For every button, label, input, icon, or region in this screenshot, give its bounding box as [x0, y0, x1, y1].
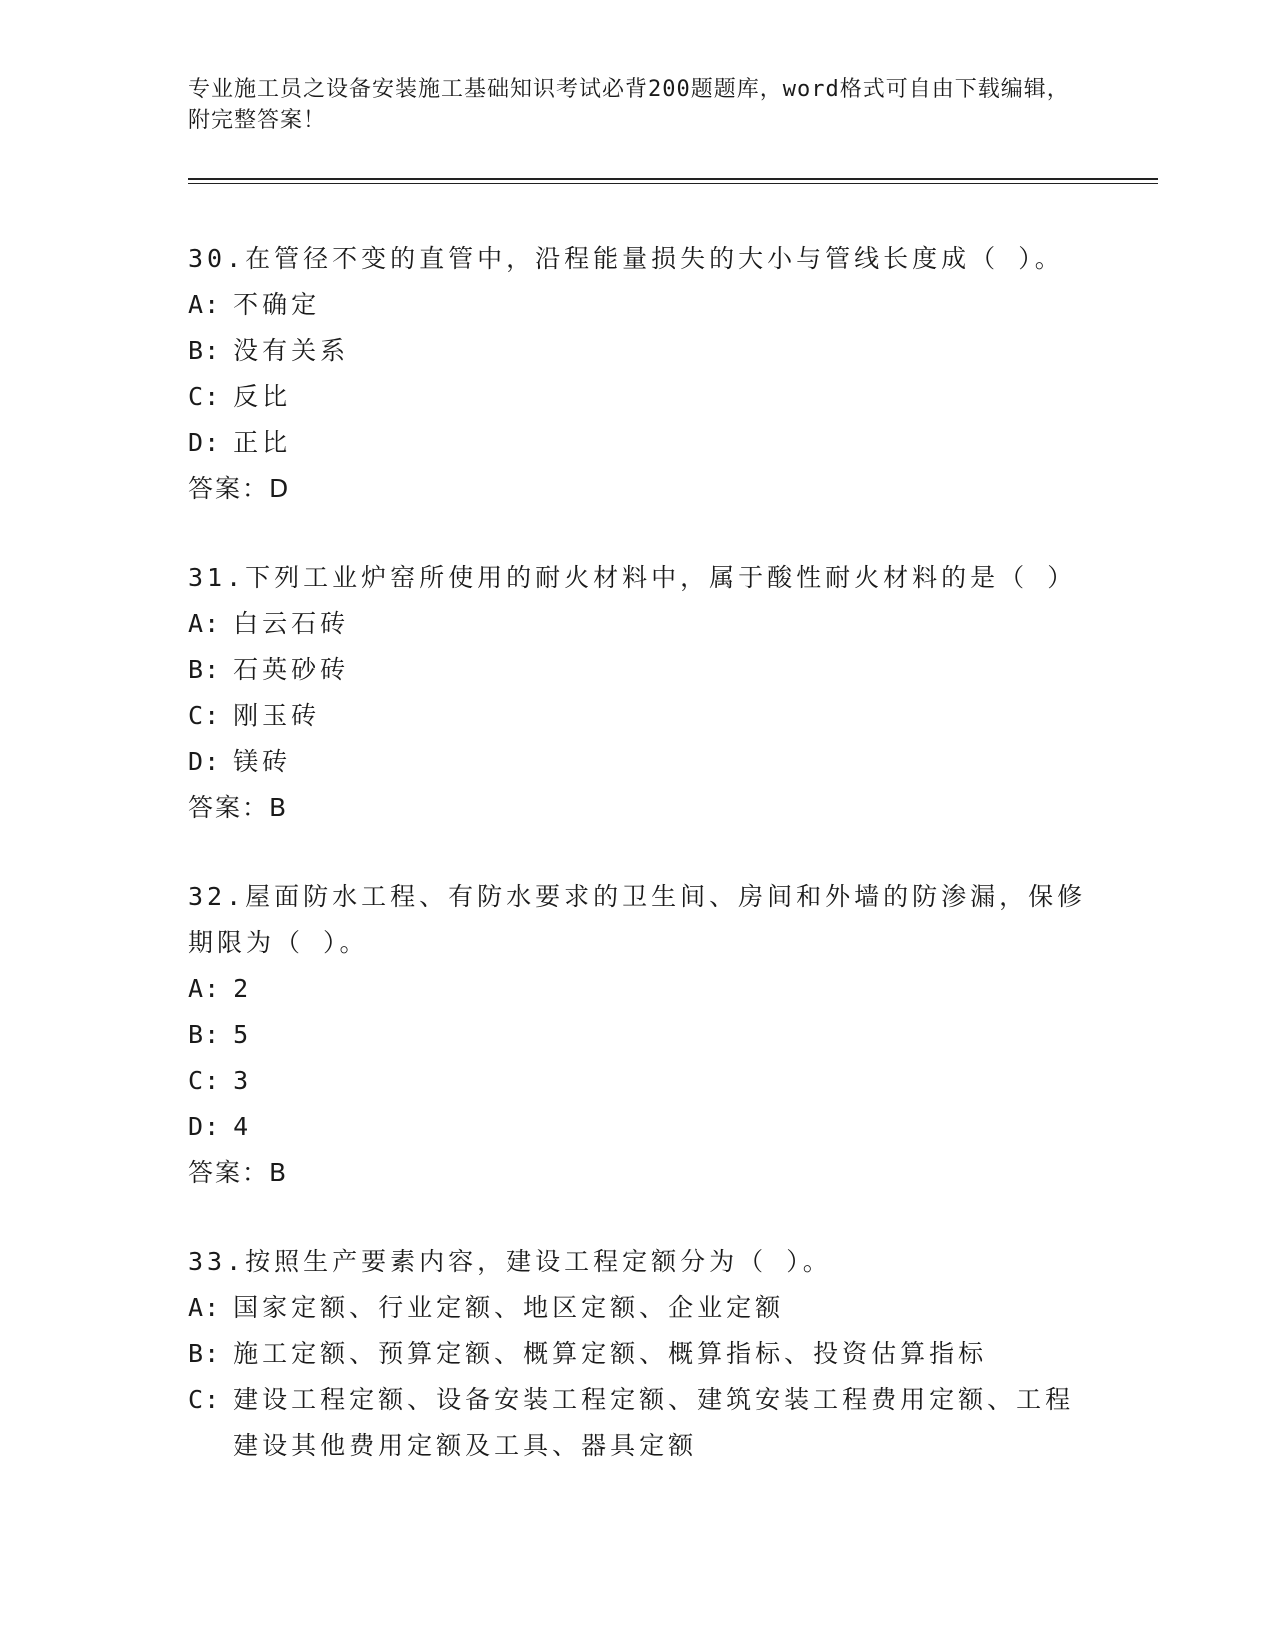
option-letter: A: [188, 609, 205, 638]
option-text: 反比: [233, 382, 292, 411]
option-a: A : 2: [188, 966, 1088, 1012]
option-text: 镁砖: [233, 747, 292, 776]
option-c: C : 刚玉砖: [188, 693, 1088, 739]
option-c: C : 反比: [188, 374, 1088, 420]
document-header: 专业施工员之设备安装施工基础知识考试必背200题题库，word格式可自由下载编辑，附完整答案！: [188, 77, 1070, 133]
answer-line: 答案：D: [188, 474, 291, 503]
option-d: D : 4: [188, 1104, 1088, 1150]
option-a: A : 不确定: [188, 282, 1088, 328]
option-text: 建设工程定额、设备安装工程定额、建筑安装工程费用定额、工程建设其他费用定额及工具、器具定额: [233, 1385, 1075, 1460]
option-text: 4: [233, 1112, 253, 1141]
option-text: 施工定额、预算定额、概算定额、概算指标、投资估算指标: [233, 1339, 988, 1368]
option-letter: B: [188, 336, 205, 365]
question-31: [188, 555, 1088, 831]
question-text: 30.在管径不变的直管中，沿程能量损失的大小与管线长度成（ ）。: [188, 244, 1064, 273]
option-d: D : 正比: [188, 420, 1088, 466]
option-b: B : 石英砂砖: [188, 647, 1088, 693]
option-letter: C: [188, 382, 205, 411]
option-text: 没有关系: [233, 336, 350, 365]
option-letter: A: [188, 1293, 205, 1322]
option-letter: C: [188, 1066, 205, 1095]
option-c: C : 3: [188, 1058, 1088, 1104]
option-text: 石英砂砖: [233, 655, 350, 684]
option-a: A : 国家定额、行业定额、地区定额、企业定额: [188, 1285, 1088, 1331]
answer-line: 答案：B: [188, 1158, 289, 1187]
question-list: [188, 236, 1088, 1512]
option-text: 3: [233, 1066, 253, 1095]
option-letter: A: [188, 290, 205, 319]
option-letter: C: [188, 701, 205, 730]
answer-line: 答案：B: [188, 793, 289, 822]
option-c: C : 建设工程定额、设备安装工程定额、建筑安装工程费用定额、工程建设其他费用定额及工具、器具定额: [188, 1377, 1088, 1469]
option-text: 不确定: [233, 290, 321, 319]
option-text: 正比: [233, 428, 292, 457]
option-text: 5: [233, 1020, 253, 1049]
question-30: [188, 236, 1088, 512]
option-letter: D: [188, 428, 205, 457]
question-text: 33.按照生产要素内容，建设工程定额分为（ ）。: [188, 1247, 832, 1276]
option-text: 白云石砖: [233, 609, 350, 638]
header-rule-thick: [188, 178, 1158, 180]
option-text: 2: [233, 974, 253, 1003]
option-a: A : 白云石砖: [188, 601, 1088, 647]
header-rule-thin: [188, 183, 1158, 184]
option-letter: B: [188, 655, 205, 684]
option-text: 国家定额、行业定额、地区定额、企业定额: [233, 1293, 785, 1322]
option-letter: A: [188, 974, 205, 1003]
option-b: B : 没有关系: [188, 328, 1088, 374]
option-letter: D: [188, 747, 205, 776]
option-d: D : 镁砖: [188, 739, 1088, 785]
question-32: [188, 874, 1088, 1196]
option-letter: C: [188, 1385, 205, 1414]
option-letter: D: [188, 1112, 205, 1141]
option-letter: B: [188, 1020, 205, 1049]
option-b: B : 施工定额、预算定额、概算定额、概算指标、投资估算指标: [188, 1331, 1088, 1377]
option-letter: B: [188, 1339, 205, 1368]
option-text: 刚玉砖: [233, 701, 321, 730]
question-text: 31.下列工业炉窑所使用的耐火材料中，属于酸性耐火材料的是（ ）: [188, 563, 1077, 592]
option-b: B : 5: [188, 1012, 1088, 1058]
question-33: [188, 1239, 1088, 1469]
question-text: 32.屋面防水工程、有防水要求的卫生间、房间和外墙的防渗漏，保修期限为（ ）。: [188, 882, 1087, 957]
